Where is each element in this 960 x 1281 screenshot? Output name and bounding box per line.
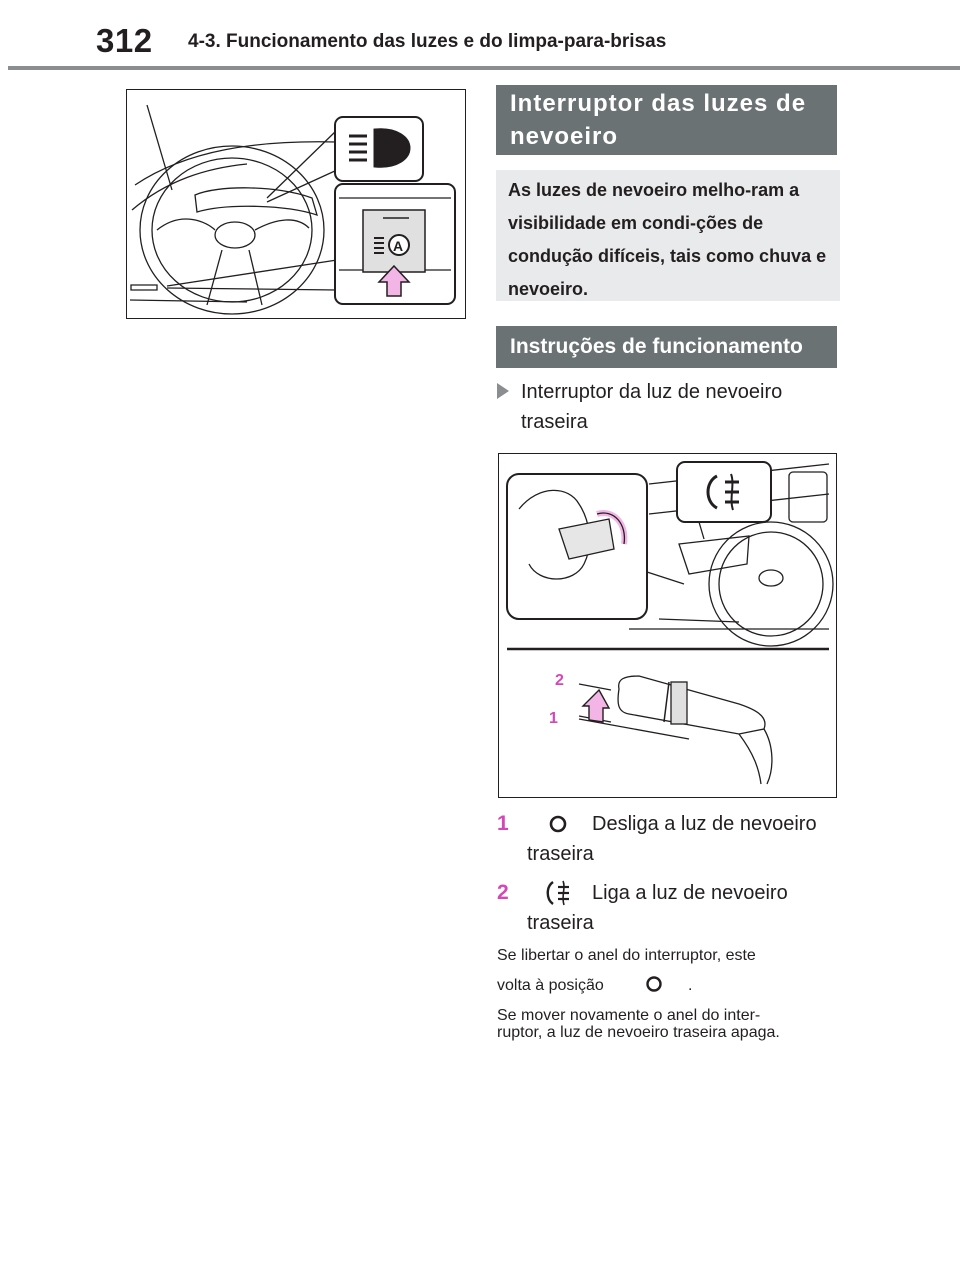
step-1-line2: traseira	[527, 843, 594, 865]
bullet-line1: Interruptor da luz de nevoeiro	[521, 381, 783, 403]
step-1-line1: Desliga a luz de nevoeiro	[592, 813, 817, 835]
step-2-line2: traseira	[527, 912, 594, 934]
section-title: 4-3. Funcionamento das luzes e do limpa-para-brisas	[188, 31, 667, 52]
off-position-icon	[644, 974, 664, 994]
step-1-number: 1	[497, 812, 509, 835]
note-2-line1: Se mover novamente o anel do inter-	[497, 1007, 761, 1024]
note-2	[497, 1006, 842, 1046]
page-number: 312	[96, 22, 153, 59]
figure-fog-light-switch	[126, 89, 466, 319]
figure-rear-fog-switch	[498, 453, 837, 798]
bullet-triangle-icon	[497, 383, 509, 399]
bullet-line2: traseira	[521, 411, 588, 433]
rear-fog-switch-illustration	[499, 454, 836, 797]
note-1-line2-post: .	[688, 977, 693, 994]
note-1	[497, 946, 842, 996]
bullet-rear-fog-switch	[497, 377, 837, 437]
heading-fog-light-switch: Interruptor das luzes de nevoeiro	[496, 85, 837, 155]
page-header	[0, 0, 960, 72]
info-box: As luzes de nevoeiro melho-ram a visibilidade em condi-ções de condução difíceis, tais como chuva e nevoeiro.	[496, 170, 840, 301]
note-1-line2-pre: volta à posição	[497, 977, 604, 994]
figure-label-2: 2	[555, 672, 564, 689]
step-2-number: 2	[497, 881, 509, 904]
svg-text:A: A	[393, 238, 404, 254]
header-rule	[8, 66, 960, 70]
heading-operating-instructions: Instruções de funcionamento	[496, 326, 837, 368]
dashboard-illustration	[127, 90, 465, 318]
step-2-line1: Liga a luz de nevoeiro	[592, 882, 788, 904]
note-2-line2: ruptor, a luz de nevoeiro traseira apaga.	[497, 1024, 780, 1041]
figure-label-1: 1	[549, 710, 558, 727]
rear-fog-light-icon	[543, 878, 573, 908]
note-1-line1: Se libertar o anel do interruptor, este	[497, 947, 756, 964]
fog-off-circle-icon	[547, 813, 569, 835]
